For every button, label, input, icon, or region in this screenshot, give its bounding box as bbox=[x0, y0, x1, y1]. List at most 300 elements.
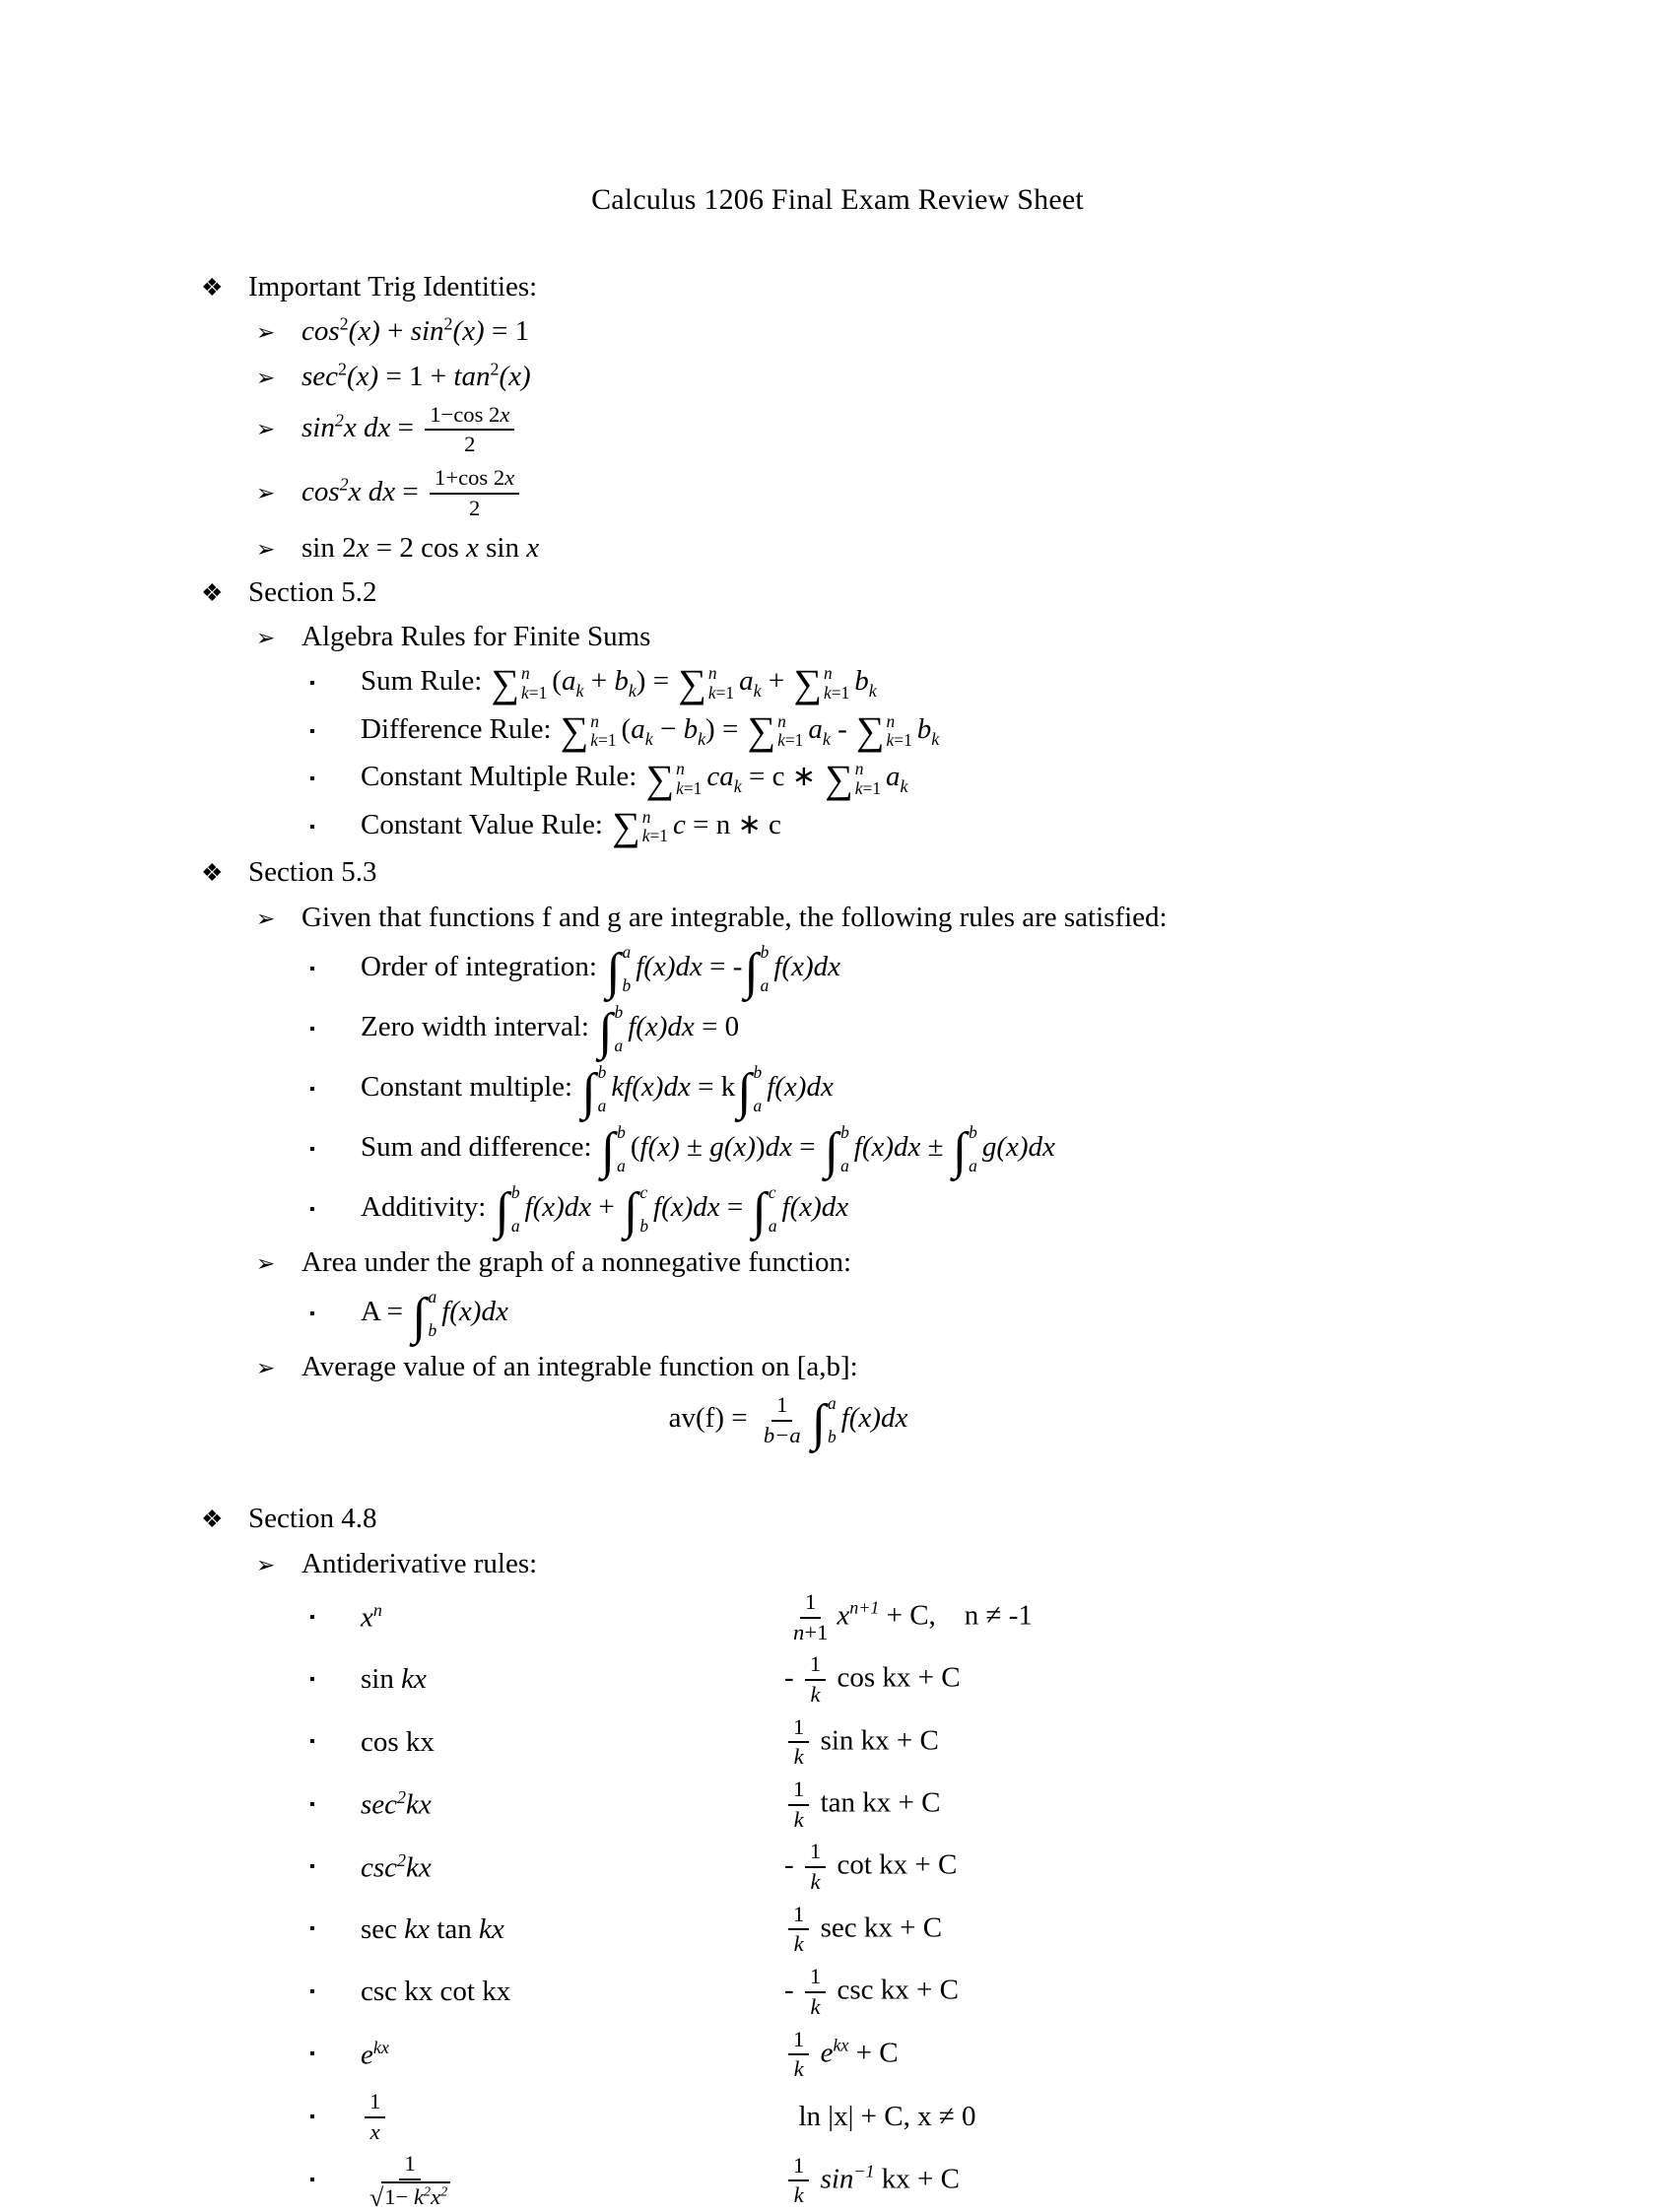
math-italic-text: f(x)dx bbox=[653, 1191, 720, 1224]
math-text: = bbox=[390, 412, 422, 444]
math-italic-text: f(x)dx bbox=[767, 1071, 834, 1104]
math-sup: 2 bbox=[440, 2184, 448, 2200]
fraction-numerator bbox=[399, 2151, 420, 2180]
math-italic-text: k bbox=[793, 1744, 804, 1770]
integral-glyph: ∫ bbox=[824, 1122, 839, 1180]
formula-line bbox=[0, 1061, 1675, 1120]
operator-limits bbox=[824, 664, 849, 703]
math-italic-text: kx bbox=[406, 1789, 432, 1822]
math-italic-text: b bbox=[614, 1001, 624, 1022]
integral-glyph: ∫ bbox=[412, 1287, 427, 1345]
math-italic-text: a bbox=[828, 1392, 837, 1413]
fraction bbox=[788, 1902, 809, 1958]
math-text: Additivity: bbox=[361, 1191, 494, 1224]
line-content bbox=[361, 708, 940, 754]
formula-line bbox=[0, 529, 1675, 567]
square-bullet-icon: ▪ bbox=[309, 1141, 315, 1159]
line-content bbox=[361, 1181, 849, 1240]
lower-limit bbox=[639, 1217, 648, 1236]
math-text: 1 bbox=[809, 1964, 822, 1989]
math-sup: n bbox=[372, 1600, 382, 1621]
operator-limits bbox=[887, 712, 912, 751]
math-italic-text: n bbox=[886, 710, 896, 731]
math-text: - bbox=[784, 1661, 801, 1694]
math-italic-text: f(x)dx bbox=[628, 1011, 695, 1043]
lower-limit bbox=[614, 1037, 623, 1055]
formula-line bbox=[0, 1348, 1675, 1385]
math-sub: k bbox=[644, 728, 653, 749]
line-content bbox=[248, 856, 377, 888]
antiderivative-row bbox=[0, 1964, 1675, 2020]
math-italic-text: k bbox=[521, 682, 529, 703]
upper-limit bbox=[855, 760, 881, 778]
math-italic-text: cos bbox=[302, 315, 340, 348]
math-italic-text: k bbox=[823, 682, 832, 703]
formula-line bbox=[0, 758, 1675, 799]
antiderivative-function bbox=[361, 1913, 784, 1946]
math-text: 1 bbox=[805, 1588, 817, 1614]
fraction-denominator bbox=[789, 2181, 809, 2209]
line-content bbox=[248, 271, 537, 302]
arrow-bullet-icon: ➢ bbox=[256, 1552, 276, 1577]
arrow-bullet-icon: ➢ bbox=[256, 1355, 276, 1380]
line-content bbox=[248, 1503, 377, 1534]
summation-symbol bbox=[645, 756, 704, 801]
square-bullet-icon: ▪ bbox=[309, 722, 315, 740]
upper-limit bbox=[639, 1183, 648, 1202]
math-italic-text: cos bbox=[302, 475, 340, 507]
math-italic-text: f(x)dx bbox=[441, 1296, 508, 1328]
math-italic-text: kx bbox=[406, 1851, 432, 1884]
operator-limits bbox=[761, 943, 770, 996]
antiderivative-function bbox=[361, 1787, 784, 1822]
math-italic-text: x bbox=[500, 401, 510, 427]
math-italic-text: x bbox=[356, 531, 369, 564]
line-content bbox=[302, 315, 529, 347]
antiderivative-result bbox=[784, 1714, 1675, 1771]
math-italic-text: a bbox=[739, 665, 754, 698]
square-root bbox=[369, 2181, 450, 2211]
fraction-numerator bbox=[788, 2027, 809, 2056]
math-text: + bbox=[591, 1191, 623, 1224]
math-text: 1 bbox=[776, 1391, 788, 1417]
section-heading-line bbox=[0, 853, 1675, 891]
arrow-bullet-icon: ➢ bbox=[256, 365, 276, 390]
math-text: = - bbox=[702, 951, 743, 983]
math-text: ± bbox=[679, 1131, 710, 1164]
integral-glyph: ∫ bbox=[752, 1182, 767, 1240]
antiderivative-result bbox=[784, 1589, 1675, 1645]
math-italic-text: f(x)dx bbox=[853, 1131, 921, 1164]
math-text: =1 bbox=[784, 730, 804, 751]
math-text: 1 bbox=[793, 1776, 805, 1801]
math-text: = c ∗ bbox=[741, 761, 824, 793]
arrow-bullet-icon: ➢ bbox=[256, 417, 276, 442]
math-italic-text: a bbox=[768, 1216, 777, 1237]
math-italic-text: n bbox=[793, 1619, 805, 1644]
math-sub: k bbox=[698, 728, 706, 749]
formula-line bbox=[0, 465, 1675, 521]
math-italic-text: n bbox=[854, 759, 864, 779]
math-text: + bbox=[583, 665, 615, 698]
fraction-denominator bbox=[788, 1619, 833, 1646]
arrow-bullet-icon: ➢ bbox=[256, 320, 276, 346]
math-italic-text: a bbox=[617, 1156, 626, 1176]
document-content bbox=[0, 268, 1675, 2211]
math-sup: 2 bbox=[397, 1849, 407, 1870]
math-text: 1 bbox=[404, 2151, 416, 2177]
math-italic-text: c bbox=[672, 808, 686, 840]
operator-limits bbox=[754, 1063, 763, 1116]
formula-line bbox=[0, 899, 1675, 936]
math-italic-text: k bbox=[777, 730, 785, 751]
math-text: = bbox=[719, 1191, 751, 1224]
math-italic-text: x dx bbox=[343, 412, 391, 444]
antiderivative-row bbox=[0, 2089, 1675, 2145]
math-text: Section 5.2 bbox=[248, 575, 377, 608]
math-text: Section 4.8 bbox=[248, 1503, 377, 1535]
integral-glyph: ∫ bbox=[598, 1002, 613, 1060]
upper-limit bbox=[590, 712, 616, 731]
diamond-bullet-icon: ❖ bbox=[201, 860, 224, 888]
fraction-denominator bbox=[759, 1422, 806, 1449]
antiderivative-result bbox=[784, 2101, 1675, 2133]
math-sub: k bbox=[868, 681, 877, 702]
math-italic-text: kx bbox=[401, 1663, 427, 1696]
lower-limit bbox=[708, 684, 734, 703]
math-italic-text: ca bbox=[706, 761, 734, 793]
square-bullet-icon: ▪ bbox=[309, 1608, 315, 1626]
math-italic-text: k bbox=[590, 730, 599, 751]
math-italic-text: x bbox=[431, 2183, 441, 2209]
line-content bbox=[361, 756, 908, 801]
math-italic-text: kx bbox=[478, 1912, 504, 1945]
math-italic-text: a bbox=[614, 1036, 624, 1056]
math-italic-text: b bbox=[828, 1427, 837, 1447]
fraction-denominator bbox=[789, 1930, 809, 1958]
math-text: 1 bbox=[793, 2152, 805, 2178]
math-text: sec bbox=[361, 1912, 405, 1945]
fraction bbox=[788, 1589, 833, 1645]
math-italic-text: b bbox=[840, 1121, 849, 1142]
math-italic-text: b bbox=[916, 712, 932, 745]
math-text: sec kx + C bbox=[813, 1911, 943, 1944]
line-content bbox=[302, 401, 518, 457]
math-sub: k bbox=[753, 681, 762, 702]
integral-symbol bbox=[752, 1181, 779, 1240]
math-text: csc kx cot kx bbox=[361, 1976, 511, 2008]
math-sup: 2 bbox=[339, 473, 349, 494]
operator-limits bbox=[642, 808, 668, 846]
math-italic-text: f(x)dx bbox=[781, 1191, 849, 1224]
square-bullet-icon: ▪ bbox=[309, 2172, 315, 2189]
math-text: ( bbox=[630, 1131, 640, 1164]
math-italic-text: f(x)dx bbox=[773, 951, 840, 983]
fraction bbox=[425, 402, 514, 458]
fraction-denominator bbox=[459, 431, 480, 458]
math-text bbox=[813, 2037, 820, 2068]
math-italic-text: n bbox=[777, 710, 786, 731]
upper-limit bbox=[754, 1063, 763, 1082]
math-text: = k bbox=[690, 1071, 736, 1104]
math-text: ) bbox=[755, 1131, 766, 1164]
fraction-numerator bbox=[805, 1839, 826, 1868]
math-italic-text: k bbox=[810, 1681, 821, 1707]
math-text: Antiderivative rules: bbox=[302, 1547, 538, 1579]
math-italic-text: dx bbox=[765, 1131, 792, 1164]
math-italic-text: (x) bbox=[452, 315, 485, 348]
square-bullet-icon: ▪ bbox=[309, 1795, 315, 1813]
fraction-denominator bbox=[365, 2180, 455, 2211]
math-italic-text: a bbox=[886, 761, 901, 793]
math-text: 1+cos 2 bbox=[435, 465, 505, 491]
math-italic-text: b bbox=[969, 1121, 977, 1142]
lower-limit bbox=[969, 1157, 977, 1175]
radicand bbox=[381, 2181, 450, 2211]
math-text: tan kx + C bbox=[813, 1786, 941, 1819]
square-bullet-icon: ▪ bbox=[309, 1670, 315, 1688]
integral-symbol bbox=[824, 1121, 851, 1180]
line-content bbox=[668, 1391, 908, 1451]
math-italic-text: c bbox=[639, 1181, 648, 1202]
fraction-numerator bbox=[788, 1776, 809, 1806]
formula-line bbox=[0, 1286, 1675, 1345]
antiderivative-result bbox=[784, 1839, 1675, 1895]
math-text: =1 bbox=[528, 682, 548, 703]
math-text: - bbox=[830, 712, 854, 745]
formula-line bbox=[0, 402, 1675, 458]
operator-limits bbox=[828, 1394, 837, 1447]
integral-symbol bbox=[737, 1061, 764, 1120]
line-content bbox=[361, 1286, 508, 1345]
math-text: =1 bbox=[649, 826, 668, 846]
math-italic-text: k bbox=[793, 1806, 804, 1832]
math-italic-text: sec bbox=[361, 1789, 398, 1822]
operator-limits bbox=[769, 1183, 777, 1237]
math-text: 1 bbox=[793, 1713, 805, 1739]
antiderivative-result bbox=[784, 1776, 1675, 1833]
math-text: =1 bbox=[831, 682, 850, 703]
math-text: Algebra Rules for Finite Sums bbox=[302, 621, 651, 653]
formula-line bbox=[0, 941, 1675, 1000]
math-italic-text: x bbox=[526, 531, 540, 564]
upper-limit bbox=[828, 1394, 837, 1413]
math-text: = 1 + bbox=[378, 360, 454, 392]
math-text: − bbox=[652, 712, 684, 745]
math-sup: kx bbox=[833, 2035, 849, 2055]
operator-limits bbox=[777, 712, 803, 751]
math-text: ( bbox=[621, 712, 632, 745]
math-italic-text: (x) bbox=[347, 360, 379, 392]
math-text: Sum and difference: bbox=[361, 1131, 599, 1164]
math-italic-text: g(x) bbox=[709, 1131, 756, 1164]
operator-limits bbox=[614, 1003, 623, 1056]
line-content bbox=[361, 804, 781, 849]
antiderivative-row bbox=[0, 1589, 1675, 1645]
fraction bbox=[759, 1392, 806, 1448]
square-bullet-icon: ▪ bbox=[309, 1982, 315, 2000]
math-sup: 2 bbox=[397, 1787, 407, 1808]
math-italic-text: n bbox=[590, 710, 599, 731]
math-text: =1 bbox=[715, 682, 735, 703]
math-text: Section 5.3 bbox=[248, 856, 377, 889]
summation-symbol bbox=[825, 756, 883, 801]
upper-limit bbox=[969, 1123, 977, 1142]
lower-limit bbox=[617, 1157, 626, 1175]
math-text: 1 bbox=[793, 2026, 805, 2051]
math-text: 1 bbox=[809, 1839, 822, 1864]
math-italic-text: k bbox=[676, 777, 684, 798]
lower-limit bbox=[761, 976, 770, 995]
math-text: Important Trig Identities: bbox=[248, 271, 538, 302]
section-heading-line bbox=[0, 573, 1675, 611]
math-sup: 2 bbox=[338, 358, 348, 378]
lower-limit bbox=[754, 1097, 763, 1115]
antiderivative-row bbox=[0, 2027, 1675, 2083]
math-text: +1 bbox=[804, 1619, 829, 1644]
fraction-numerator bbox=[788, 1714, 809, 1744]
integral-glyph: ∫ bbox=[495, 1182, 509, 1240]
section-heading-line bbox=[0, 268, 1675, 305]
lower-limit bbox=[676, 779, 702, 798]
sigma-glyph: ∑ bbox=[491, 660, 520, 705]
math-italic-text: c bbox=[768, 1181, 776, 1202]
fraction-denominator bbox=[464, 495, 485, 522]
fraction bbox=[365, 2089, 385, 2145]
summation-symbol bbox=[612, 804, 670, 849]
math-text: sin bbox=[478, 531, 527, 564]
math-text: Area under the graph of a nonnegative function: bbox=[302, 1245, 852, 1278]
section-heading-line bbox=[0, 1500, 1675, 1537]
arrow-bullet-icon: ➢ bbox=[256, 905, 276, 931]
operator-limits bbox=[521, 664, 547, 703]
sigma-glyph: ∑ bbox=[645, 756, 675, 801]
fraction-numerator bbox=[430, 465, 519, 495]
antiderivative-function bbox=[361, 2089, 784, 2145]
square-bullet-icon: ▪ bbox=[309, 771, 315, 788]
math-italic-text: x bbox=[504, 465, 515, 491]
math-italic-text: f(x) bbox=[639, 1131, 680, 1164]
math-italic-text: b bbox=[597, 1061, 607, 1082]
operator-limits bbox=[676, 760, 702, 798]
math-italic-text: b bbox=[753, 1061, 763, 1082]
math-italic-text: b bbox=[854, 665, 869, 698]
diamond-bullet-icon: ❖ bbox=[201, 1507, 224, 1534]
math-sup: −1 bbox=[853, 2161, 875, 2181]
antiderivative-row bbox=[0, 1839, 1675, 1895]
square-bullet-icon: ▪ bbox=[309, 1733, 315, 1751]
math-text: - bbox=[784, 1974, 801, 2006]
sigma-glyph: ∑ bbox=[747, 708, 776, 754]
math-italic-text: b bbox=[428, 1320, 437, 1341]
line-content bbox=[361, 660, 877, 705]
math-italic-text: (x) bbox=[348, 315, 380, 348]
math-text: ln |x| + C, x ≠ 0 bbox=[784, 2101, 976, 2133]
formula-line bbox=[0, 1001, 1675, 1060]
math-text: Constant Multiple Rule: bbox=[361, 761, 644, 793]
math-italic-text: f(x)dx bbox=[524, 1191, 592, 1224]
integral-symbol bbox=[744, 941, 770, 1000]
math-italic-text: x bbox=[361, 1601, 373, 1634]
operator-limits bbox=[590, 712, 616, 751]
fraction bbox=[805, 1651, 826, 1708]
upper-limit bbox=[511, 1183, 520, 1202]
math-text: Given that functions f and g are integrable, the following rules are satisfied: bbox=[302, 901, 1168, 933]
diamond-bullet-icon: ❖ bbox=[201, 579, 224, 607]
lower-limit bbox=[824, 684, 849, 703]
fraction-denominator bbox=[789, 2055, 809, 2083]
antiderivative-row bbox=[0, 1714, 1675, 1771]
lower-limit bbox=[840, 1157, 849, 1175]
math-italic-text: x dx bbox=[348, 475, 396, 507]
formula-line bbox=[0, 662, 1675, 704]
square-bullet-icon: ▪ bbox=[309, 1858, 315, 1876]
antiderivative-function bbox=[361, 1976, 784, 2008]
math-text: sin bbox=[361, 1663, 402, 1696]
integral-glyph: ∫ bbox=[952, 1122, 968, 1180]
integral-symbol bbox=[606, 941, 633, 1000]
upper-limit bbox=[761, 943, 770, 962]
square-bullet-icon: ▪ bbox=[309, 1081, 315, 1099]
operator-limits bbox=[855, 760, 881, 798]
square-bullet-icon: ▪ bbox=[309, 961, 315, 978]
operator-limits bbox=[708, 664, 734, 703]
math-italic-text: (x) bbox=[499, 360, 531, 392]
upper-limit bbox=[676, 760, 702, 778]
math-text: 2 bbox=[464, 432, 476, 457]
math-text: Average value of an integrable function on [a,b]: bbox=[302, 1350, 858, 1382]
line-content bbox=[361, 1121, 1055, 1180]
antiderivative-function bbox=[361, 1726, 784, 1759]
math-text: av(f) = bbox=[668, 1402, 755, 1435]
fraction bbox=[365, 2151, 455, 2210]
radical-glyph: √ bbox=[369, 2182, 384, 2212]
upper-limit bbox=[840, 1123, 849, 1142]
integral-glyph: ∫ bbox=[581, 1062, 596, 1120]
arrow-bullet-icon: ➢ bbox=[256, 536, 276, 562]
math-italic-text: k bbox=[793, 1931, 804, 1957]
math-text: tan bbox=[430, 1912, 479, 1945]
math-text: sin 2 bbox=[302, 531, 357, 564]
summation-symbol bbox=[856, 708, 914, 754]
math-italic-text: n bbox=[823, 663, 833, 684]
math-sup: n+1 bbox=[849, 1597, 880, 1618]
math-italic-text: e bbox=[361, 2039, 373, 2071]
integral-symbol bbox=[952, 1121, 979, 1180]
fraction-denominator bbox=[806, 1868, 826, 1896]
math-sub: k bbox=[733, 776, 742, 797]
antiderivative-function bbox=[361, 2038, 784, 2072]
formula-line bbox=[0, 1121, 1675, 1180]
math-italic-text: k bbox=[707, 682, 716, 703]
math-text: kx + C bbox=[874, 2163, 960, 2195]
lower-limit bbox=[769, 1217, 777, 1236]
fraction-denominator bbox=[789, 1806, 809, 1834]
math-text: = 0 bbox=[694, 1011, 740, 1043]
math-text: Sum Rule: bbox=[361, 665, 490, 698]
integral-glyph: ∫ bbox=[600, 1122, 616, 1180]
fraction-denominator bbox=[789, 1743, 809, 1771]
line-content bbox=[302, 532, 539, 564]
math-text: =1 bbox=[598, 730, 617, 751]
math-sub: k bbox=[575, 681, 584, 702]
upper-limit bbox=[617, 1123, 626, 1142]
upper-limit bbox=[521, 664, 547, 683]
math-italic-text: a bbox=[969, 1156, 977, 1176]
arrow-bullet-icon: ➢ bbox=[256, 1250, 276, 1276]
sigma-glyph: ∑ bbox=[612, 804, 640, 849]
square-bullet-icon: ▪ bbox=[309, 1920, 315, 1938]
